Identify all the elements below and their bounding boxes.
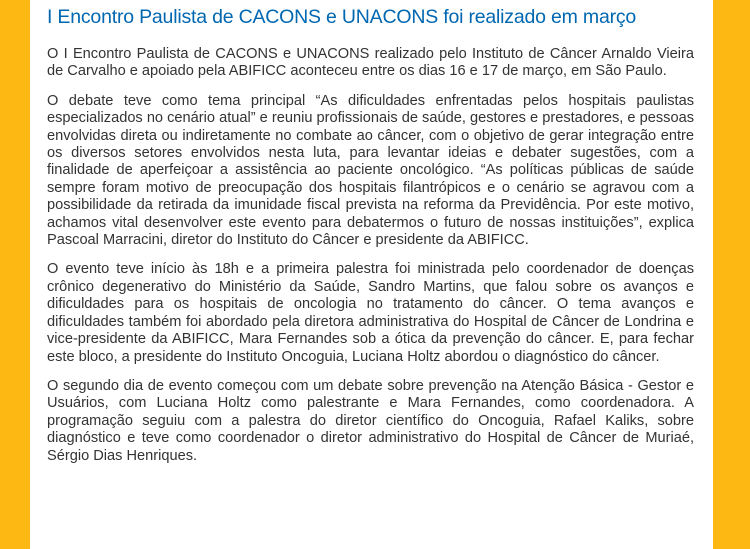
article-paragraph-3: O evento teve início às 18h e a primeira palestra foi ministrada pelo coordenador de doenças crônico degenerativo do Ministério da Saúde, Sandro Martins, que falou sobre os avanços e dificuldades para os hospitais de oncologia no tratamento do câncer. O tema avanços e dificuldades também foi abordado pela diretora administrativa do Hospital de Câncer de Londrina e vice-presidente da ABIFICC, Mara Fernandes sob a ótica da prevenção do câncer. E, para fechar este bloco, a presidente do Instituto Oncoguia, Luciana Holtz abordou o diagnóstico do câncer. <box>47 261 694 365</box>
article-paragraph-2: O debate teve como tema principal “As dificuldades enfrentadas pelos hospitais paulistas especializados no cenário atual” e reuniu profissionais de saúde, gestores e prestadores, e pessoas envolvidas direta ou indiretamente no combate ao câncer, com o objetivo de gerar integração entre os diversos setores envolvidos nesta luta, para levantar ideias e debater sugestões, com a finalidade de aperfeiçoar a assistência ao paciente oncológico. “As políticas públicas de saúde sempre foram motivo de preocupação dos hospitais filantrópicos e o cenário se agravou com a possibilidade da retirada da imunidade fiscal prevista na reforma da Previdência. Por este motivo, achamos vital desenvolver este evento para debatermos o futuro de nossas instituições”, explica Pascoal Marracini, diretor do Instituto do Câncer e presidente da ABIFICC. <box>47 92 694 249</box>
article-paragraph-1: O I Encontro Paulista de CACONS e UNACONS realizado pelo Instituto de Câncer Arnaldo Vieira de Carvalho e apoiado pela ABIFICC aconteceu entre os dias 16 e 17 de março, em São Paulo. <box>47 46 694 80</box>
article <box>30 5 713 465</box>
newsletter-page <box>30 0 713 549</box>
article-paragraph-4: O segundo dia de evento começou com um debate sobre prevenção na Atenção Básica - Gestor e Usuários, com Luciana Holtz como palestrante e Mara Fernandes, como coordenadora. A programação seguiu com a palestra do diretor científico do Oncoguia, Rafael Kaliks, sobre diagnóstico e teve como coordenador o diretor administrativo do Hospital de Câncer de Muriaé, Sérgio Dias Henriques. <box>47 377 694 464</box>
article-title: I Encontro Paulista de CACONS e UNACONS foi realizado em março <box>47 6 637 28</box>
